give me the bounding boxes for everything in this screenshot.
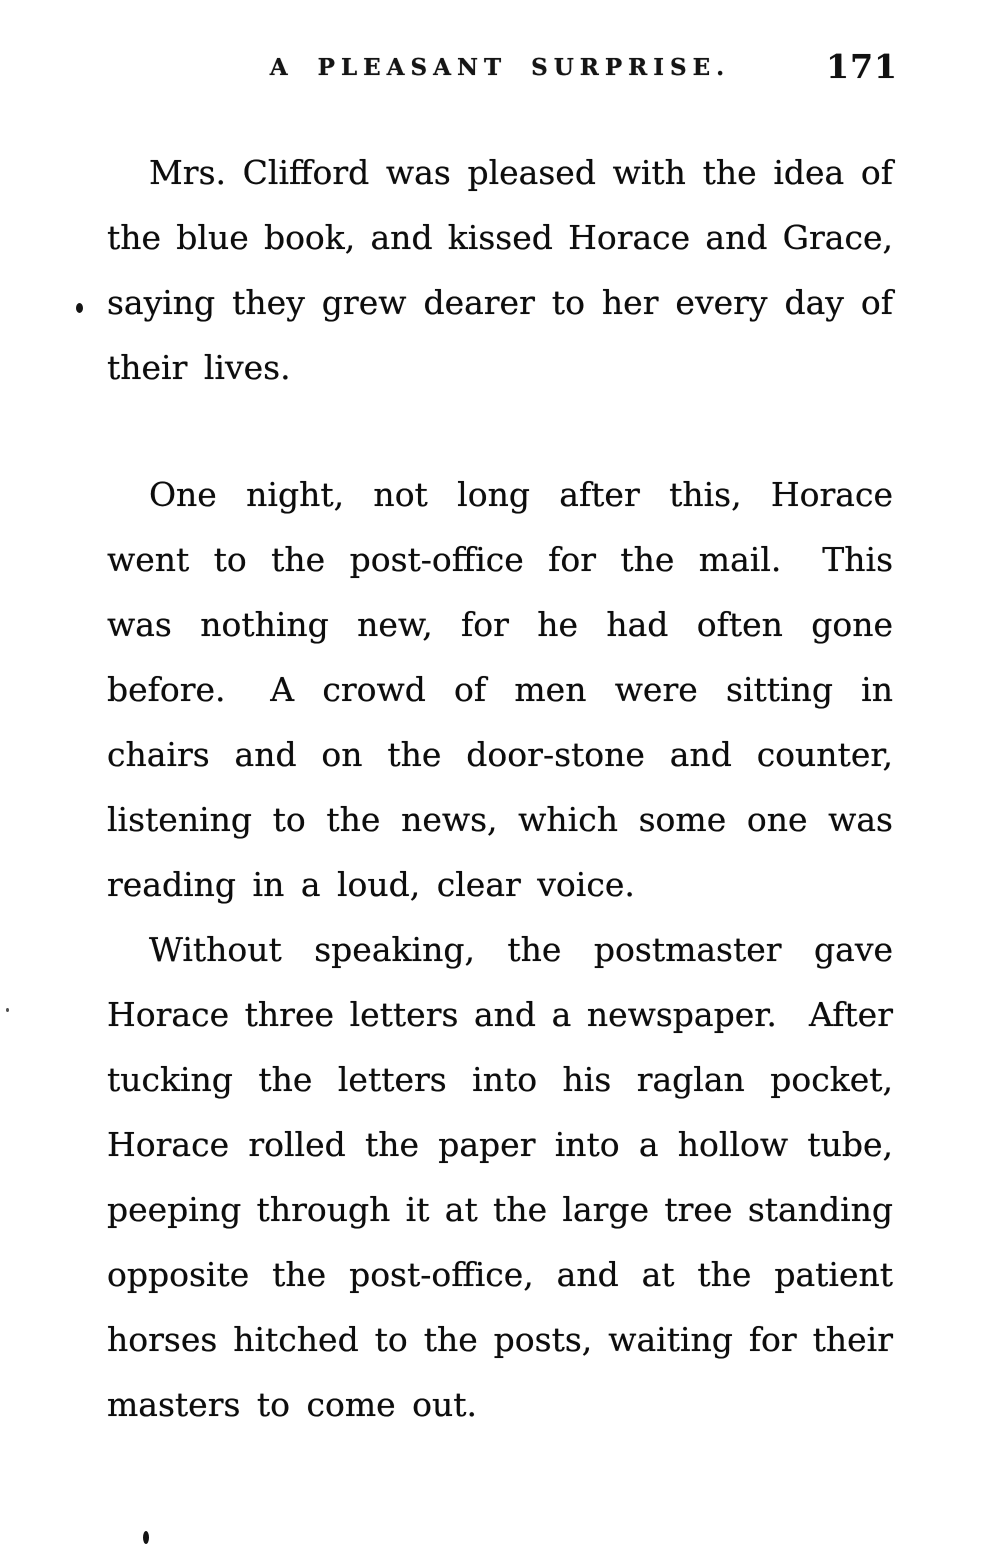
running-header (0, 0, 994, 110)
text-line: Horace rolled the paper into a hollow tube, (107, 1125, 893, 1164)
text-line: their lives. (107, 348, 291, 387)
text-line: Without speaking, the postmaster gave (149, 930, 893, 969)
text-line: chairs and on the door-stone and counter, (107, 735, 893, 774)
text-line: Horace three letters and a newspaper. After (107, 995, 893, 1034)
text-line: reading in a loud, clear voice. (107, 865, 635, 904)
paragraph (107, 917, 893, 1437)
text-line: tucking the letters into his raglan pocket, (107, 1060, 893, 1099)
text-block (107, 140, 893, 1437)
ink-speck (6, 1008, 9, 1012)
text-line: listening to the news, which some one was (107, 800, 893, 839)
page-number: 171 (826, 47, 898, 86)
ink-speck (76, 303, 83, 313)
text-line: opposite the post-office, and at the patient (107, 1255, 893, 1294)
text-line: went to the post-office for the mail. This (107, 540, 893, 579)
running-header-title: A PLEASANT SURPRISE. (269, 54, 731, 81)
text-line: Mrs. Clifford was pleased with the idea of (149, 153, 893, 192)
text-line: horses hitched to the posts, waiting for their (107, 1320, 893, 1359)
text-line: One night, not long after this, Horace (149, 475, 893, 514)
text-line: before. A crowd of men were sitting in (107, 670, 893, 709)
text-line: saying they grew dearer to her every day of (107, 283, 893, 322)
text-line: peeping through it at the large tree standing (107, 1190, 893, 1229)
ink-speck (143, 1531, 149, 1544)
paragraph (107, 140, 893, 400)
text-line: masters to come out. (107, 1385, 478, 1424)
text-line: was nothing new, for he had often gone (107, 605, 893, 644)
paragraph (107, 462, 893, 917)
text-line: the blue book, and kissed Horace and Grace, (107, 218, 893, 257)
